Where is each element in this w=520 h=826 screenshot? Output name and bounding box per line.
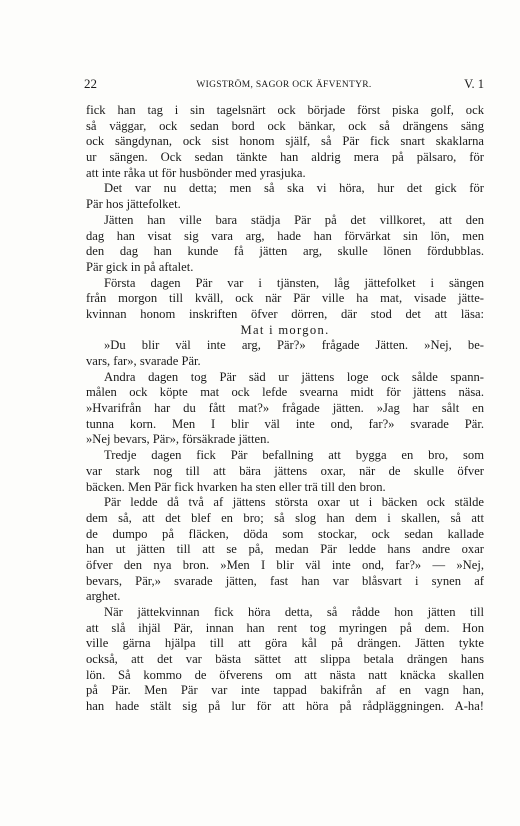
text-line: dag han visat sig vara arg, hade han förvärkat sin lön, men — [86, 228, 484, 243]
inscription-line: Mat i morgon. — [240, 322, 330, 337]
text-line: att inte råka ut för husbönder med yrasjuka. — [86, 165, 306, 180]
text-line: han hade stält sig på lur för att höra på rådpläggningen. A-ha! — [86, 699, 484, 714]
text-line: fick han tag i sin tagelsnärt ock började först piska golf, ock — [86, 103, 484, 117]
text-line: han ut jätten till att se på, medan Pär ledde hans andre oxar — [86, 542, 484, 557]
text-line: »Nej bevars, Pär», försäkrade jätten. — [86, 432, 270, 447]
text-line: så väggar, ock sedan bord ock bänkar, ock så drängens säng — [86, 118, 484, 133]
running-title: WIGSTRÖM, SAGOR OCK ÄFVENTYR. — [196, 80, 372, 90]
text-line: Pär gick in på aftalet. — [86, 259, 194, 274]
text-line: den dag han kunde få jätten arg, skulle lönen fördubblas. — [86, 244, 484, 259]
text-line: Andra dagen tog Pär säd ur jättens loge ock sålde spann- — [104, 369, 484, 384]
text-line: När jättekvinnan fick höra detta, så rådde hon jätten till — [104, 605, 484, 619]
text-line: »Hvarifrån har du fått mat?» frågade jätten. »Jag har sålt en — [86, 401, 484, 416]
text-line: vars, far», svarade Pär. — [86, 354, 201, 368]
volume-mark: V. 1 — [464, 77, 484, 91]
text-line: Pär ledde då två af jättens största oxar ut i bäcken ock stälde — [104, 495, 484, 510]
text-line: Tredje dagen fick Pär befallning att bygga en bro, som — [104, 448, 484, 463]
text-line: var stark nog till att bära jättens oxar, när de skulle öfver — [86, 463, 484, 478]
page-number: 22 — [84, 76, 97, 91]
text-line: bäcken. Men Pär fick hvarken ha sten eller trä till den bron. — [86, 479, 386, 494]
text-line: Första dagen Pär var i tjänsten, låg jättefolket i sängen — [104, 275, 484, 290]
text-line: kvinnan honom inskriften öfver dörren, där stod det att läsa: — [86, 306, 484, 321]
text-line: Det var nu detta; men så ska vi höra, hur det gick för — [104, 181, 484, 196]
text-line: dem så, att det blef en bro; så slog han dem i skallen, så att — [86, 510, 484, 525]
text-line: målen ock köpte mat ock lefde svearna midt för jättens näsa. — [86, 385, 484, 400]
running-head — [84, 76, 484, 92]
text-line: de dumpo på fläcken, döda som stockar, ock sedan kallade — [86, 526, 484, 541]
text-line: tunna korn. Men I blir väl inte ond, far?» svarade Pär. — [86, 416, 484, 431]
text-line: lön. Så kommo de öfverens om att nästa natt knäcka skallen — [86, 667, 484, 682]
text-line: från morgon till kväll, ock när Pär ville ha mat, visade jätte- — [86, 291, 484, 306]
text-line: »Du blir väl inte arg, Pär?» frågade Jätten. »Nej, be- — [104, 338, 484, 353]
text-line: Jätten han ville bara städja Pär på det villkoret, att den — [104, 212, 484, 227]
text-line: ur sängen. Ock sedan tänkte han aldrig mera på pälsaro, för — [86, 150, 484, 165]
text-line: arghet. — [86, 589, 121, 604]
text-line: att slå ihjäl Pär, innan han rent tog myringen på dem. Hon — [86, 620, 484, 635]
text-line: Pär hos jättefolket. — [86, 197, 181, 212]
text-line: öfver den nya bron. »Men I blir väl inte ond, far?» — »Nej, — [86, 557, 484, 572]
text-line: ock sängdynan, ock sist honom själf, så Pär fick snart skaklarna — [86, 134, 484, 149]
text-line: ville gärna hjälpa till att göra kål på drängen. Jätten tykte — [86, 636, 484, 651]
text-line: på Pär. Men Pär var inte tappad bakifrån af en vagn han, — [86, 683, 484, 698]
text-line: också, att det var bästa sättet att slippa betala drängen hans — [86, 652, 484, 667]
body-text — [86, 103, 484, 715]
text-line: bevars, Pär,» svarade jätten, fast han var blåsvart i synen af — [86, 573, 484, 588]
